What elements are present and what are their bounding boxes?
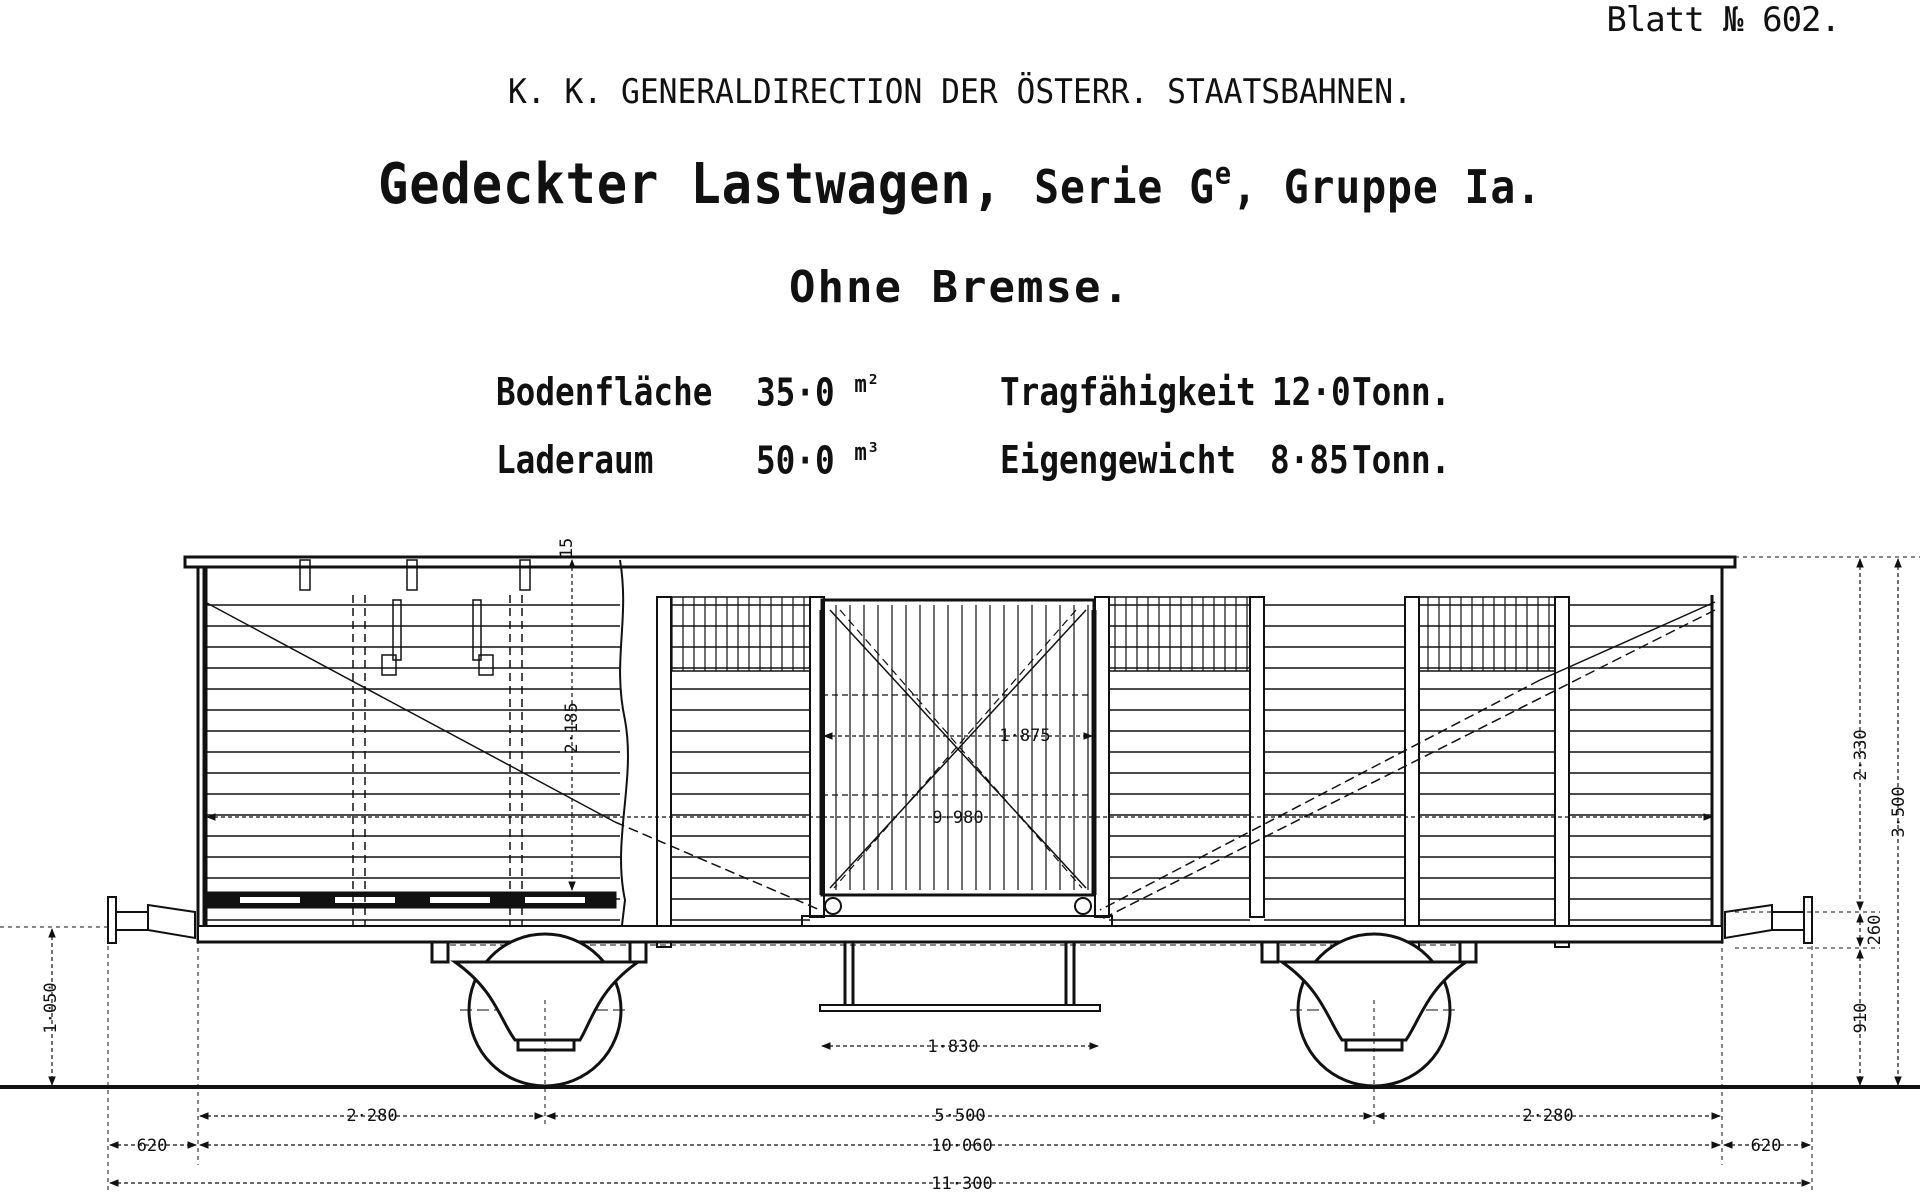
volume-unit: m³ — [854, 438, 880, 466]
dim-inner-length: 9·980 — [932, 808, 984, 828]
dim-body-height: 2·330 — [1851, 729, 1871, 781]
door-boards — [836, 605, 1088, 890]
title-serie-sup: e — [1214, 156, 1233, 192]
body-posts — [657, 597, 1569, 947]
buffer-left — [108, 897, 195, 943]
tare-value: 8·85 — [1270, 438, 1349, 482]
volume-label: Laderaum — [496, 438, 654, 482]
capacity-unit: Tonn. — [1352, 370, 1451, 414]
title-main: Gedeckter Lastwagen, — [378, 152, 1003, 217]
dim-body-length: 10·060 — [931, 1136, 993, 1156]
diagonal-bracing — [205, 602, 1715, 920]
dim-step-width: 1·830 — [927, 1037, 979, 1057]
tare-label: Eigengewicht — [1000, 438, 1237, 482]
dim-floor-height: 910 — [1851, 1002, 1871, 1034]
authority-heading: K. K. GENERALDIRECTION DER ÖSTERR. STAATSBAHNEN. — [508, 72, 1412, 112]
capacity-label: Tragfähigkeit — [1000, 370, 1256, 414]
dimension-lines — [52, 559, 1898, 1183]
wheel-right — [1262, 934, 1476, 1086]
dim-wheelbase: 5·500 — [934, 1106, 986, 1126]
volume-number: 50·0 — [756, 438, 835, 483]
sheet-number: Blatt № 602. — [1606, 0, 1840, 40]
vent-grille-right — [1418, 597, 1566, 671]
tare-unit: Tonn. — [1352, 438, 1451, 482]
vent-grille-middle — [1105, 597, 1253, 671]
floor-area-unit: m² — [854, 370, 880, 398]
floor-area-label: Bodenfläche — [496, 370, 713, 414]
dim-total-height: 3·500 — [1889, 786, 1909, 838]
underframe — [198, 926, 1722, 945]
dim-door-width: 1·875 — [999, 726, 1051, 746]
vent-bars — [672, 597, 1560, 671]
dim-overhang-rear: 2·280 — [1522, 1106, 1574, 1126]
dimension-labels — [41, 538, 1909, 1194]
dim-overhang-front: 2·280 — [346, 1106, 398, 1126]
body-planking — [205, 605, 1712, 920]
floor-area-number: 35·0 — [756, 370, 835, 415]
dim-total-length: 11·300 — [931, 1174, 993, 1194]
sliding-door — [822, 600, 1094, 914]
title-group: , Gruppe Ia. — [1232, 160, 1542, 214]
title-serie: Serie G — [1034, 160, 1215, 214]
dim-buffer-height: 1·050 — [41, 982, 61, 1034]
wheel-left — [432, 934, 646, 1086]
dim-buffer-to-floor: 260 — [1865, 914, 1885, 946]
dim-roof-thickness: 15 — [557, 537, 577, 559]
dim-buffer-rear: 620 — [1750, 1136, 1782, 1156]
capacity-value: 12·0 — [1272, 370, 1351, 414]
dim-buffer-front: 620 — [136, 1136, 168, 1156]
drawing-subtitle: Ohne Bremse. — [789, 262, 1131, 313]
dim-inner-height: 2·185 — [562, 702, 582, 754]
vent-grille-left — [662, 597, 810, 671]
buffer-right — [1725, 897, 1812, 943]
